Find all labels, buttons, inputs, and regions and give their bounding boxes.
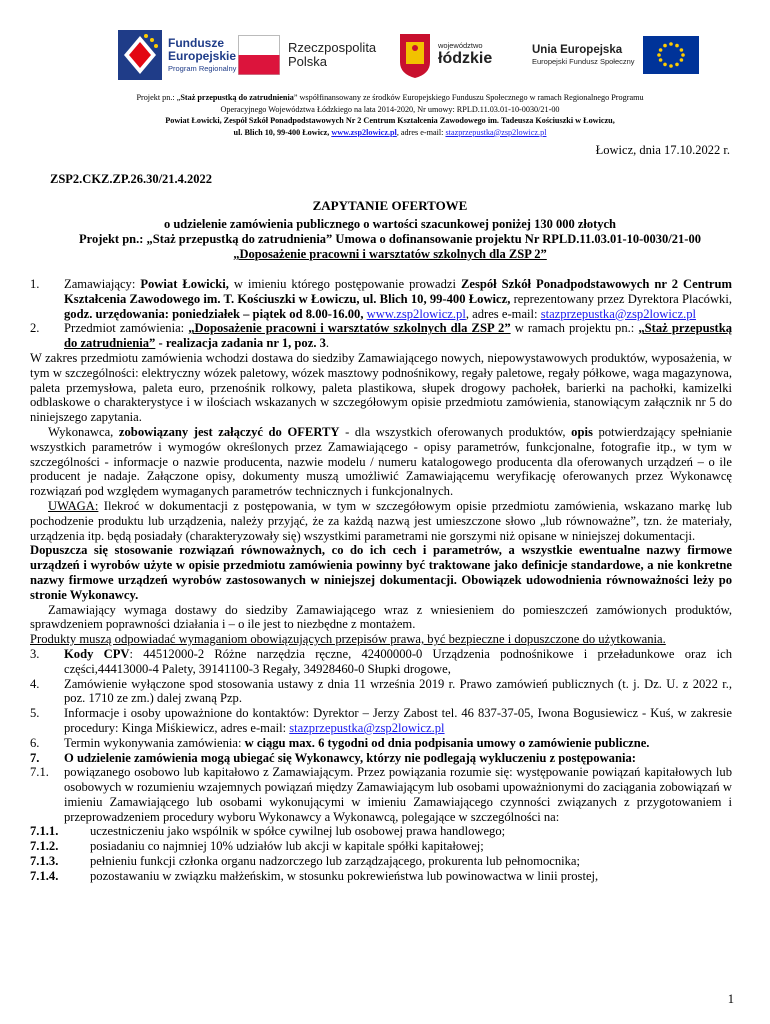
item-text: Informacje i osoby upoważnione do kontaktów: Dyrektor – Jerzy Zabost tel. 46 837-37-05, Iwona Bogusiewicz - Kuś, w zakresie procedury: Kinga Miśkiewicz, adres e-mail: stazprzepustka@zsp2lowicz.pl xyxy=(64,706,732,735)
title-line1: ZAPYTANIE OFERTOWE xyxy=(312,198,468,213)
item-number: 4. xyxy=(30,676,40,691)
polish-flag-icon xyxy=(238,35,280,75)
item-text: O udzielenie zamówienia mogą ubiegać się Wykonawcy, którzy nie podlegają wykluczeniu z postępowania: xyxy=(64,750,636,765)
title-line3: Projekt pn.: „Staż przepustką do zatrudnienia” Umowa o dofinansowanie projektu Nr RPLD.11.03.01-10-0030/21-00 xyxy=(79,232,701,246)
contact-email-link[interactable]: stazprzepustka@zsp2lowicz.pl xyxy=(289,720,445,735)
fe-line3: Program Regionalny xyxy=(168,64,237,74)
list-item-3 xyxy=(30,647,732,677)
item-text: Zamówienie wyłączone spod stosowania ustawy z dnia 11 września 2019 r. Prawo zamówień publicznych (t. j. Dz. U. z 2022 r., poz. 1710 ze zm.) dalej zwaną Pzp. xyxy=(64,676,732,706)
item-number: 7.1. xyxy=(30,765,49,780)
fundusze-europejskie-icon xyxy=(118,30,162,80)
item-text: Kody CPV: 44512000-2 Różne narzędzia ręczne, 42400000-0 Urządzenia podnośnikowe i przeładunkowe oraz ich części,44413000-4 Palety, 39141100-3 Regały, 34928460-0 Słupki drogowe, xyxy=(64,646,732,676)
rp-line2: Polska xyxy=(288,54,328,69)
document-body xyxy=(30,277,732,884)
item2-paragraph1: W zakres przedmiotu zamówienia wchodzi dostawa do siedziby Zamawiającego nowych, niepowystawowych produktów, wyposażenia, w tym w szczególności: elektryczny wózek paletowy, wózek masztowy podnośnikowy, regały paletowe, regały półkowe, waga magazynowa, paleta przemysłowa, paleta euro, przenośnik rolkowy, paleta plastikowa, słupek drogowy pachołek, barierki na pachołki, kamizelki odblaskowe o charakterystyce i w ilościach wskazanych w szczegółowym opisie przedmiotu zamówienia, stanowiącym załącznik nr 5 do niniejszego zapytania. xyxy=(30,350,732,425)
list-item-7-1-4 xyxy=(30,869,732,884)
list-item-1 xyxy=(30,277,732,321)
list-item-7-1-2 xyxy=(30,839,732,854)
document-date: Łowicz, dnia 17.10.2022 r. xyxy=(595,143,730,157)
item-text: posiadaniu co najmniej 10% udziałów lub akcji w kapitale spółki kapitałowej; xyxy=(90,839,484,854)
item-number: 5. xyxy=(30,706,40,721)
item-number: 3. xyxy=(30,646,40,661)
header-line1: Projekt pn.: „Staż przepustką do zatrudnienia” współfinansowany ze środków Europejskiego Funduszu Społecznego w ramach Regionalnego Programu xyxy=(136,93,644,102)
list-item-7-1-3 xyxy=(30,854,732,869)
rp-line1: Rzeczpospolita xyxy=(288,39,377,55)
item2-paragraph3: UWAGA: Ilekroć w dokumentacji z postępowania, w tym w szczegółowym opisie przedmiotu zamówienia, wskazano markę lub pochodzenie produktu lub urządzenia, należy przyjąć, że za każdą nazwą jest umieszczone słowo „lub równoważne”, tzn. że materiały, urządzenia itp. będą posiadały (charakteryzowały się) wszystkimi parametrami nie gorszymi niż opisane w niniejszej dokumentacji. xyxy=(30,498,732,543)
item-number: 6. xyxy=(30,735,40,750)
ue-line2: Europejski Fundusz Społeczny xyxy=(532,57,635,67)
item-text: powiązanego osobowo lub kapitałowo z Zamawiającym. Przez powiązania rozumie się: występowanie powiązań kapitałowych lub osobowych w rozumieniu wzajemnych powiązań między Zamawiającym lub osobami upoważnionymi do zaciągania zobowiązań w imieniu Zamawiającego lub osobami wykonującymi w imieniu Zamawiającego czynności związanych z przygotowaniem i przeprowadzeniem procedury wyboru Wykonawcy a Wykonawcą, polegające w szczególności na: xyxy=(64,765,732,824)
list-item-7-1-1 xyxy=(30,824,732,839)
fundusze-europejskie-logo xyxy=(118,26,236,84)
list-item-6 xyxy=(30,736,732,751)
list-item-7 xyxy=(30,751,732,766)
eu-flag-icon xyxy=(643,36,699,74)
rzeczpospolita-logo xyxy=(238,26,376,84)
ue-line1: Unia Europejska xyxy=(532,43,623,56)
case-signature: ZSP2.CKZ.ZP.26.30/21.4.2022 xyxy=(50,172,213,186)
list-item-5 xyxy=(30,706,732,736)
header-line3: Powiat Łowicki, Zespół Szkół Ponadpodstawowych Nr 2 Centrum Kształcenia Zawodowego im. Tadeusza Kościuszki w Łowiczu, xyxy=(165,116,615,125)
list-item-7-1 xyxy=(30,765,732,824)
item-number: 7. xyxy=(30,750,40,765)
header-website-link[interactable]: www.zsp2lowicz.pl xyxy=(331,127,397,137)
list-item-4 xyxy=(30,677,732,707)
title-line2: o udzielenie zamówienia publicznego o wartości szacunkowej poniżej 130 000 złotych xyxy=(163,217,617,231)
header-line4: ul. Blich 10, 99-400 Łowicz, www.zsp2lowicz.pl, adres e-mail: stazprzepustka@zsp2lowicz.pl xyxy=(233,127,547,137)
email-link[interactable]: stazprzepustka@zsp2lowicz.pl xyxy=(540,306,697,321)
item-number: 7.1.4. xyxy=(30,868,59,883)
lodz-line2: łódzkie xyxy=(438,50,493,68)
website-link[interactable]: www.zsp2lowicz.pl xyxy=(366,306,466,321)
item-number: 1. xyxy=(30,277,40,291)
item2-paragraph5: Zamawiający wymaga dostawy do siedziby Zamawiającego wraz z wniesieniem do pomieszczeń zamówionych produktów, sprawdzeniem poprawności działania i – o ile jest to niezbędne z montażem. xyxy=(30,602,732,632)
item-text: Przedmiot zamówienia: „Doposażenie pracowni i warsztatów szkolnych dla ZSP 2” w ramach projektu pn.: „Staż przepustką do zatrudnienia” - realizacja zadania nr 1, poz. 3. xyxy=(64,321,732,351)
list-item-2 xyxy=(30,321,732,351)
item-text: pozostawaniu w związku małżeńskim, w stosunku pokrewieństwa lub powinowactwa w linii prostej, xyxy=(90,868,599,883)
lodzkie-logo xyxy=(398,26,492,84)
page-number: 1 xyxy=(727,992,734,1006)
item-number: 7.1.3. xyxy=(30,854,59,869)
item-text: uczestniczeniu jako wspólnik w spółce cywilnej lub osobowej prawa handlowego; xyxy=(90,824,506,839)
lodz-line1: województwo xyxy=(438,41,483,51)
item-number: 2. xyxy=(30,321,40,336)
item2-paragraph4: Dopuszcza się stosowanie rozwiązań równoważnych, co do ich cech i parametrów, a wszystkie ewentualne nazwy firmowe urządzeń i wyrobów użyte w opisie przedmiotu zamówienia powinny być traktowane jako definicje standardowe, a nie konkretne nazwy firmowe urządzeń wyrobów zastosowanych w niniejszej dokumentacji. Obowiązek udowodnienia równoważności leży po stronie Wykonawcy. xyxy=(30,543,732,602)
project-header xyxy=(40,92,740,138)
item-number: 7.1.1. xyxy=(30,824,59,839)
unia-europejska-logo xyxy=(532,26,699,84)
item2-paragraph6: Produkty muszą odpowiadać wymaganiom obowiązujących przepisów prawa, być bezpieczne i dopuszczone do użytkowania. xyxy=(30,632,666,647)
fe-line2: Europejskie xyxy=(168,48,237,63)
header-line2: Operacyjnego Województwa Łódzkiego na lata 2014-2020, Nr umowy: RPLD.11.03.01-10-0030/21-00 xyxy=(220,104,560,114)
document-title xyxy=(40,198,740,262)
header-email-link[interactable]: stazprzepustka@zsp2lowicz.pl xyxy=(445,127,547,137)
item-text: Termin wykonywania zamówienia: w ciągu max. 6 tygodni od dnia podpisania umowy o zamówienie publiczne. xyxy=(64,735,650,750)
item-text: pełnieniu funkcji członka organu nadzorczego lub zarządzającego, prokurenta lub pełnomocnika; xyxy=(90,854,581,869)
fe-line1: Fundusze xyxy=(168,35,224,50)
item-number: 7.1.2. xyxy=(30,839,59,854)
title-line4: „Doposażenie pracowni i warsztatów szkolnych dla ZSP 2” xyxy=(233,247,547,261)
item2-paragraph2: Wykonawca, zobowiązany jest załączyć do OFERTY - dla wszystkich oferowanych produktów, opis potwierdzający spełnianie wszystkich parametrów i wymogów określonych przez Zamawiającego - opisy parametrów, funkcjonalne, fotografie itp., w tym w szczególności - informacje o nazwie producenta, nazwie modelu / numeru katalogowego producenta dla oferowanych urządzeń – o ile producent je nadaje. Załączone opisy, dokumenty muszą umożliwić Zamawiającemu weryfikację oferowanych przez Wykonawcę rozwiązań pod względem wymaganych parametrów technicznych i funkcjonalnych. xyxy=(30,424,733,499)
lodzkie-coat-of-arms-icon xyxy=(398,30,432,80)
item-text: Zamawiający: Powiat Łowicki, w imieniu którego postępowanie prowadzi Zespół Szkół Ponadpodstawowych nr 2 Centrum Kształcenia Zawodowego im. T. Kościuszki w Łowiczu, ul. Blich 10, 99-400 Łowicz, reprezentowany przez Dyrektora Placówki, godz. urzędowania: poniedziałek – piątek od 8.00-16.00, www.zsp2lowicz.pl, adres e-mail: stazprzepustka@zsp2lowicz.pl xyxy=(64,277,733,321)
logo-bar xyxy=(0,26,770,84)
